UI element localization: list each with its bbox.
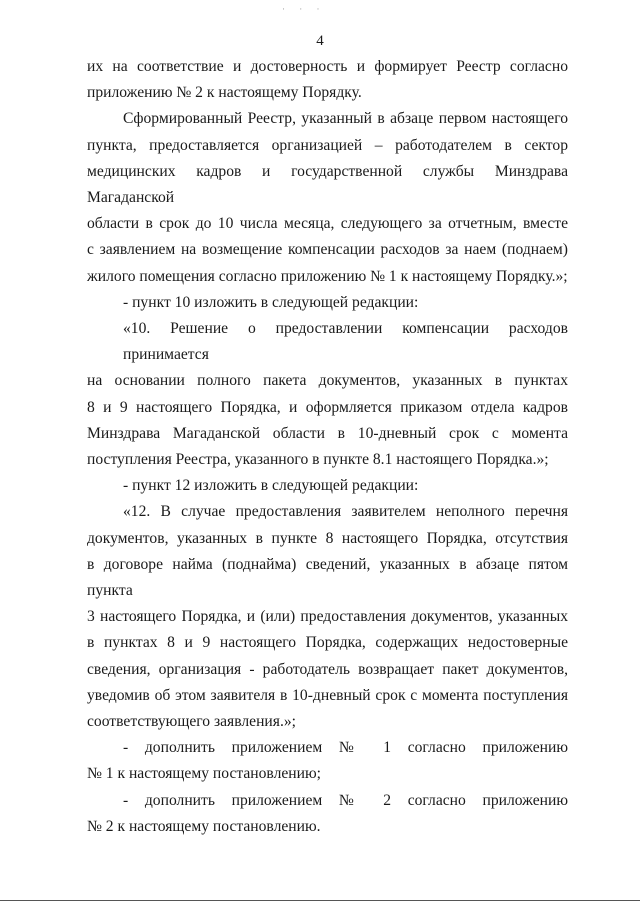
page-number: 4 (316, 33, 324, 49)
text-line: в пунктах 8 и 9 настоящего Порядка, содержащих недостоверные (87, 634, 568, 652)
text-line: № 2 к настоящему постановлению. (87, 817, 321, 835)
text-line: Сформированный Реестр, указанный в абзаце первом настоящего (123, 110, 568, 128)
paragraph-appendix-2 (87, 788, 568, 840)
text-line: уведомив об этом заявителя в 10-дневный срок с момента поступления (87, 686, 568, 704)
text-line: поступления Реестра, указанного в пункте 8.1 настоящего Порядка.»; (87, 451, 549, 469)
text-line: области в срок до 10 числа месяца, следующего за отчетным, вместе (87, 215, 568, 233)
text-line: жилого помещения согласно приложению № 1 к настоящему Порядку.»; (87, 267, 568, 285)
paragraph-item-10-intro (87, 290, 568, 316)
paragraph-item-12 (87, 499, 568, 735)
text-line: приложению № 2 к настоящему Порядку. (87, 84, 362, 102)
text-line: пункта, предоставляется организацией – работодателем в сектор (87, 136, 568, 154)
text-line: в договоре найма (поднайма) сведений, указанных в абзаце пятом пункта (87, 555, 568, 600)
paragraph-item-10 (87, 316, 568, 473)
paragraph-item-12-intro (87, 473, 568, 499)
page-bottom-edge (0, 900, 640, 901)
text-line: Минздрава Магаданской области в 10-дневный срок с момента (87, 424, 568, 442)
text-line: сведения, организация - работодатель возвращает пакет документов, (87, 660, 568, 678)
text-line: - дополнить приложением № 2 согласно приложению (123, 791, 568, 809)
text-line: их на соответствие и достоверность и формирует Реестр согласно (87, 58, 568, 75)
text-line: «12. В случае предоставления заявителем неполного перечня (123, 503, 568, 521)
document-body (87, 54, 568, 840)
text-line: «10. Решение о предоставлении компенсации расходов принимается (123, 320, 568, 364)
text-line: медицинских кадров и государственной службы Минздрава Магаданской (87, 162, 568, 207)
text-line: - пункт 10 изложить в следующей редакции: (123, 293, 419, 311)
text-line: соответствующего заявления.»; (87, 713, 296, 731)
paragraph-continuation (87, 54, 568, 106)
text-line: № 1 к настоящему постановлению; (87, 765, 321, 783)
text-line: - дополнить приложением № 1 согласно приложению (123, 739, 568, 757)
text-line: документов, указанных в пункте 8 настоящего Порядка, отсутствия (87, 529, 568, 547)
text-line: с заявлением на возмещение компенсации расходов за наем (поднаем) (87, 241, 568, 259)
text-line: 3 настоящего Порядка, и (или) предоставления документов, указанных (87, 608, 568, 626)
scan-artifact-dots: · · · (282, 4, 326, 14)
paragraph-appendix-1 (87, 735, 568, 787)
text-line: на основании полного пакета документов, указанных в пунктах (87, 372, 568, 390)
text-line: - пункт 12 изложить в следующей редакции: (123, 477, 419, 495)
paragraph-registry (87, 106, 568, 289)
text-line: 8 и 9 настоящего Порядка, и оформляется приказом отдела кадров (87, 398, 568, 416)
